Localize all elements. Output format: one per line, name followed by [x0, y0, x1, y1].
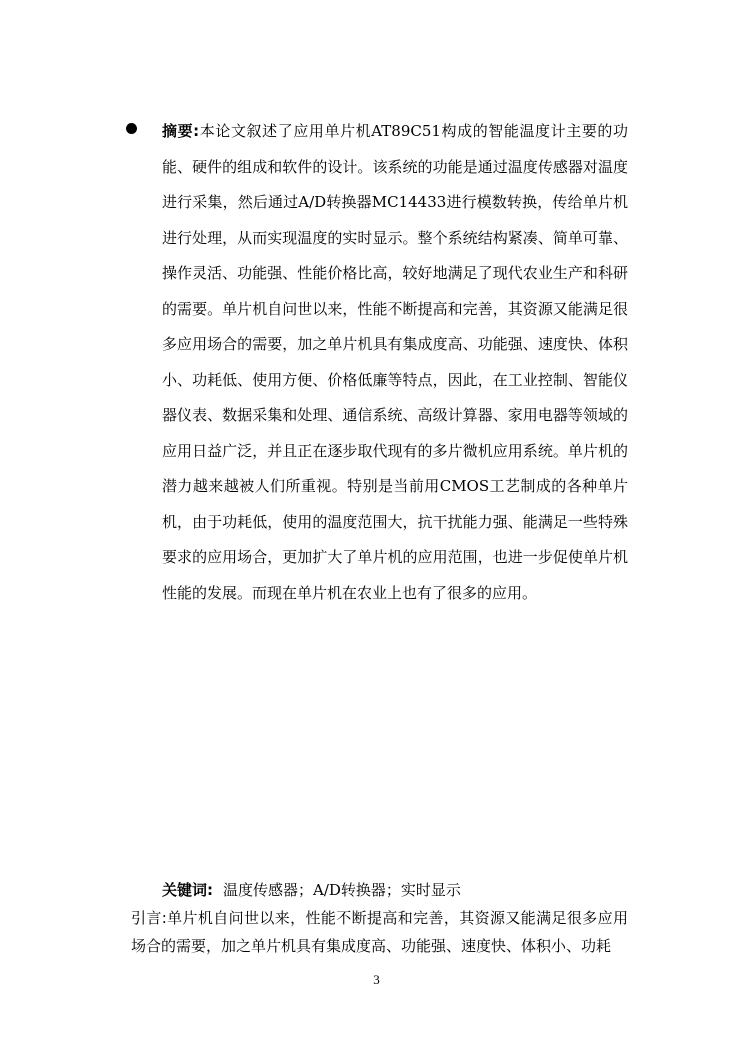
- page-number: 3: [373, 972, 380, 987]
- bullet-point: [126, 123, 137, 134]
- keywords-label: 关键词:: [162, 881, 213, 899]
- intro-label: 引言:: [131, 909, 167, 927]
- keywords-line: [162, 878, 628, 902]
- abstract-label: 摘要:: [162, 122, 200, 140]
- intro-paragraph: [131, 904, 628, 960]
- intro-text: 单片机自问世以来，性能不断提高和完善，其资源又能满足很多应用场合的需要，加之单片机具有集成度高、功能强、速度快、体积小、功耗: [131, 909, 628, 955]
- abstract-text: 本论文叙述了应用单片机AT89C51构成的智能温度计主要的功能、硬件的组成和软件的设计。该系统的功能是通过温度传感器对温度进行采集，然后通过A/D转换器MC14433进行模数转换，传给单片机进行处理，从而实现温度的实时显示。整个系统结构紧凑、简单可靠、操作灵活、功能强、性能价格比高，较好地满足了现代农业生产和科研的需要。单片机自问世以来，性能不断提高和完善，其资源又能满足很多应用场合的需要，加之单片机具有集成度高、功能强、速度快、体积小、功耗低、使用方便、价格低廉等特点，因此，在工业控制、智能仪器仪表、数据采集和处理、通信系统、高级计算器、家用电器等领域的应用日益广泛，并且正在逐步取代现有的多片微机应用系统。单片机的潜力越来越被人们所重视。特别是当前用CMOS工艺制成的各种单片机，由于功耗低，使用的温度范围大，抗干扰能力强、能满足一些特殊要求的应用场合，更加扩大了单片机的应用范围，也进一步促使单片机性能的发展。而现在单片机在农业上也有了很多的应用。: [162, 122, 629, 602]
- abstract-paragraph: [162, 114, 628, 611]
- keywords-text: 温度传感器；A/D转换器；实时显示: [223, 881, 461, 899]
